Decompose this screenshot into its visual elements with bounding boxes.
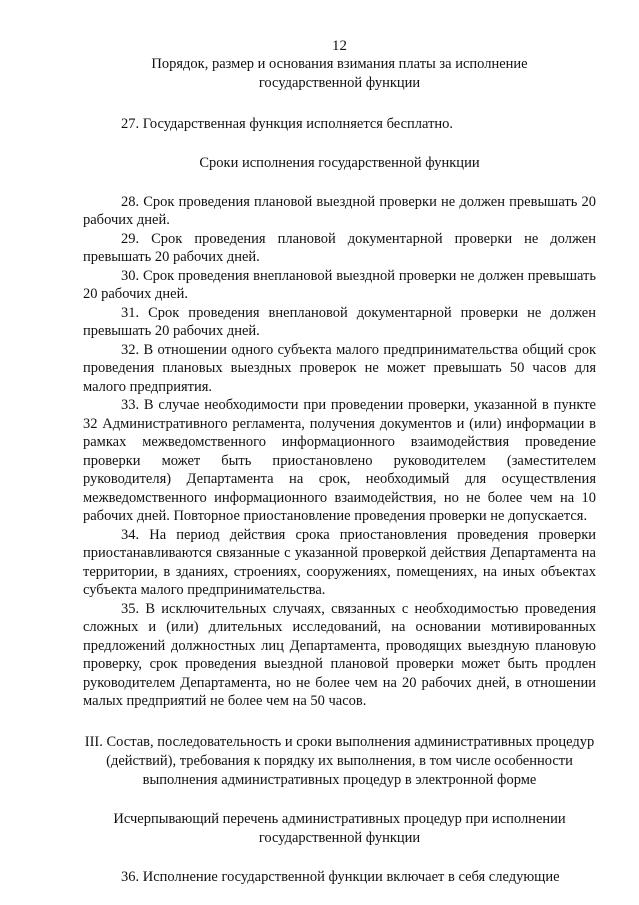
section-heading-procedures-list: Исчерпывающий перечень административных процедур при исполнении государственной функции [113,810,566,846]
paragraph-29: 29. Срок проведения плановой документарной проверки не должен превышать 20 рабочих дней. [83,230,596,265]
paragraph-32: 32. В отношении одного субъекта малого предпринимательства общий срок проведения плановых выездных проверок не может превышать 50 часов для малого предприятия. [83,341,596,395]
page-number: 12 [332,38,347,54]
section-heading-iii: III. Состав, последовательность и сроки выполнения административных процедур (действий), требования к порядку их выполнения, в том числе особенности выполнения административных процедур в электронной форме [84,733,595,788]
paragraph-33: 33. В случае необходимости при проведении проверки, указанной в пункте 32 Административного регламента, получения документов и (или) информации в рамках межведомственного информационного взаимодействия проведение проверки может быть приостановлено руководителем (заместителем руководителя) Департамента на срок, необходимый для осуществления межведомственного информационного взаимодействия, но не более чем на 10 рабочих дней. Повторное приостановление проведения проверки не допускается. [83,397,596,524]
section-heading-payment: Порядок, размер и основания взимания платы за исполнение государственной функции [151,56,528,91]
paragraph-36: 36. Исполнение государственной функции включает в себя следующие [121,868,560,885]
section-heading-terms: Сроки исполнения государственной функции [199,154,480,171]
paragraph-35: 35. В исключительных случаях, связанных с необходимостью проведения сложных и (или) длительных исследований, на основании мотивированных предложений должностных лиц Департамента, проводящих выездную плановую проверку, срок проведения выездной плановой проверки может быть продлен руководителем Департамента, но не более чем на 20 рабочих дней, в отношении малых предприятий не более чем на 50 часов. [83,600,596,709]
paragraph-30: 30. Срок проведения внеплановой выездной проверки не должен превышать 20 рабочих дней. [83,267,596,302]
paragraph-27: 27. Государственная функция исполняется бесплатно. [121,116,454,132]
paragraph-28: 28. Срок проведения плановой выездной проверки не должен превышать 20 рабочих дней. [83,193,596,228]
paragraph-34: 34. На период действия срока приостановления проведения проверки приостанавливаются связанные с указанной проверкой действия Департамента на территории, в зданиях, строениях, сооружениях, помещениях, на иных объектах субъекта малого предпринимательства. [83,526,596,598]
paragraph-31: 31. Срок проведения внеплановой документарной проверки не должен превышать 20 рабочих дней. [83,304,596,339]
